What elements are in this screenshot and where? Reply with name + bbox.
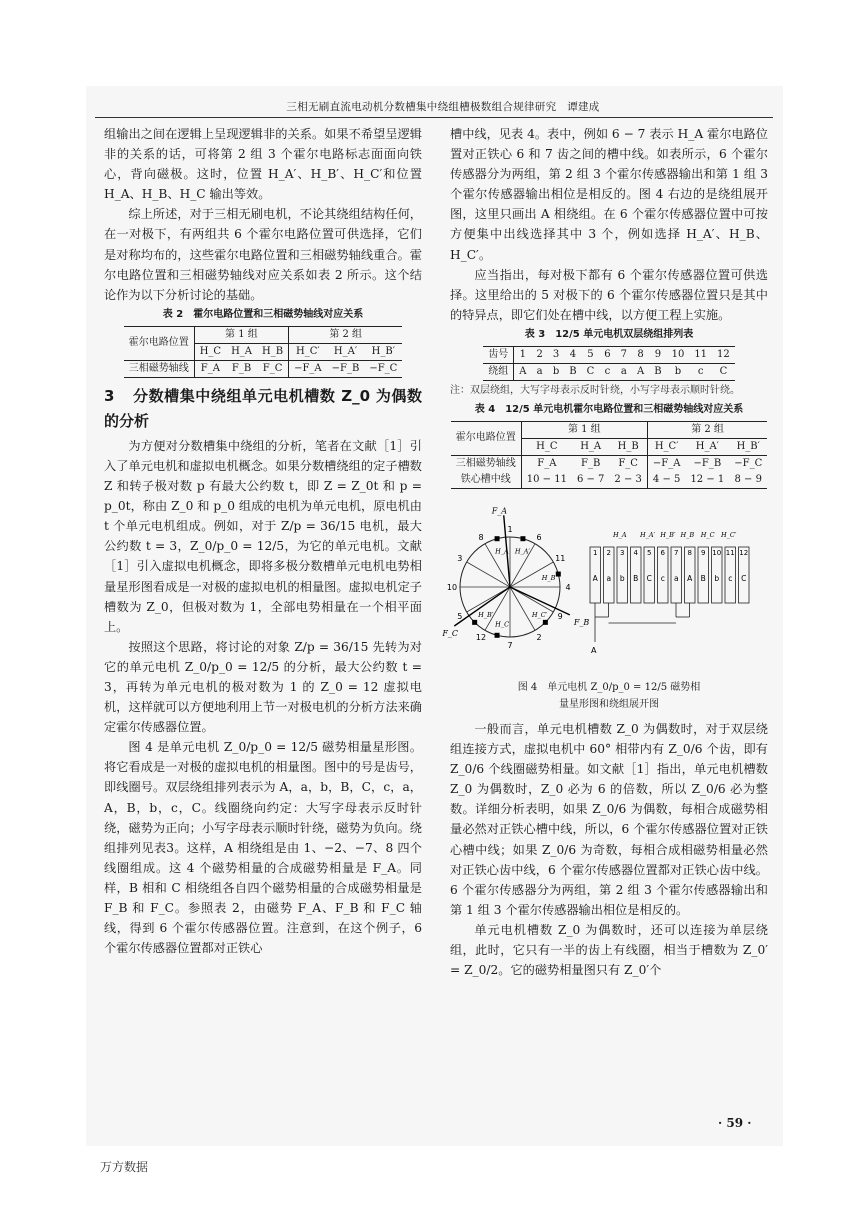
figure-caption-line: 量星形图和绕组展开图 — [559, 698, 659, 710]
coil-cell: a — [531, 363, 547, 380]
table-cell: F_C — [257, 360, 289, 377]
terminal-label: A — [591, 645, 597, 655]
tooth-label: 10 — [712, 548, 722, 557]
table-cell: H_C′ — [296, 345, 320, 357]
vector-label: F_A — [491, 506, 508, 516]
tooth-label: 3 — [457, 553, 463, 563]
table-4 — [451, 421, 767, 489]
row-label: 三相磁势轴线 — [124, 360, 195, 377]
table-cell: H_A — [580, 440, 602, 452]
table-cell: H_C′ — [654, 440, 679, 452]
table-caption: 表 4 12/5 单元电机霍尔电路位置和三相磁势轴线对应关系 — [474, 403, 744, 415]
table-cell: H_C — [536, 440, 558, 452]
tooth-label: 4 — [633, 548, 638, 557]
table-cell: −F_A — [289, 360, 327, 377]
hall-label: H_C — [700, 530, 715, 539]
table-cell: H_B — [257, 343, 289, 360]
table-cell: −F_A — [647, 455, 685, 472]
tooth-label: 11 — [725, 548, 735, 557]
table-cell: −F_C — [729, 455, 767, 472]
vector-label: F_C — [442, 628, 458, 638]
section-heading — [104, 384, 422, 434]
paragraph: 为方便对分数槽集中绕组的分析，笔者在文献［1］引入了单元电机和虚拟电机概念。如果分数槽绕组的定子槽数 Z 和转子极对数 p 有最大公约数 t，即 Z = Z_0t 和 p = p_0t，称由 Z_0 和 p_0 组成的电机为单元电机，原电机由 t 个单元电机组成。例如，对于 Z/p = 36/15 电机，最大公约数 t = 3，Z_0/p_0 = 12/5，为它的单元电机。文献［1］引入虚拟电机概念，即将多极分数槽单元电机电势相量星形图看成是一对极的虚拟电机的相量图。虚拟电机定子槽数为 Z_0，但极对数为 1，全部电势相量在一个相平面上。 — [104, 438, 422, 634]
tooth-label: 7 — [507, 640, 513, 650]
table-cell: H_C — [199, 345, 222, 357]
header-rule — [95, 117, 773, 118]
table-cell: 6 − 7 — [572, 472, 609, 489]
table-2 — [124, 326, 403, 378]
figure-4-drawing — [442, 495, 768, 677]
row-label: 齿号 — [483, 346, 514, 363]
table-cell: 12 − 1 — [685, 472, 729, 489]
group-header: 第 2 组 — [289, 326, 403, 343]
tooth-number-cell: 6 — [599, 346, 615, 363]
section-number: 3 — [104, 386, 115, 405]
hall-label: H_C′ — [721, 530, 737, 539]
left-column — [104, 124, 422, 958]
tooth-label: 6 — [660, 548, 665, 557]
tooth-label: 4 — [565, 582, 571, 592]
row-label: 铁心槽中线 — [451, 472, 522, 489]
tooth-number-cell: 11 — [689, 346, 712, 363]
coil-cell: c — [689, 363, 712, 380]
row-label: 三相磁势轴线 — [451, 455, 522, 472]
table-cell: F_C — [609, 455, 647, 472]
tooth-number-cell: 7 — [616, 346, 632, 363]
tooth-number-cell: 5 — [582, 346, 600, 363]
coil-label: B — [633, 573, 639, 583]
paragraph: 应当指出，每对极下都有 6 个霍尔传感器位置可供选择。这里给出的 5 对极下的 6 个霍尔传感器位置只是其中的特异点，即它们处在槽中线，以方便工程上实施。 — [450, 267, 768, 322]
hall-sensor-marker — [520, 536, 525, 541]
table-cell: F_B — [572, 455, 609, 472]
tooth-label: 1 — [593, 548, 598, 557]
table-cell: F_A — [521, 455, 572, 472]
table-cell: H_A′ — [695, 440, 719, 452]
hall-label: H_A′ — [640, 530, 656, 539]
tooth-label: 1 — [507, 524, 513, 534]
table-note: 注：双层绕组，大写字母表示反时针绕，小写字母表示顺时针绕。 — [450, 384, 740, 396]
table-cell: −F_B — [327, 360, 365, 377]
table-3 — [483, 346, 735, 381]
row-label: 霍尔电路位置 — [124, 326, 195, 360]
figure-caption-line: 图 4 单元电机 Z_0/p_0 = 12/5 磁势相 — [517, 681, 701, 693]
vector-label: F_B — [573, 617, 590, 627]
table-caption: 表 3 12/5 单元电机双层绕组排列表 — [524, 328, 694, 340]
coil-cell: C — [712, 363, 735, 380]
table-cell: 10 − 11 — [521, 472, 572, 489]
coil-cell: b — [548, 363, 564, 380]
table-cell: H_B — [609, 438, 647, 455]
hall-sensor-marker — [472, 620, 477, 625]
tooth-label: 9 — [557, 611, 563, 621]
coil-label: A — [687, 573, 693, 583]
coil-cell: b — [667, 363, 690, 380]
row-label: 绕组 — [483, 363, 514, 380]
tooth-label: 5 — [647, 548, 652, 557]
paragraph: 综上所述，对于三相无刷电机，不论其绕组结构任何，在一对极下，有两组共 6 个霍尔电路位置可供选择，它们是对称均布的，这些霍尔电路位置和三相磁势轴线重合。霍尔电路位置和三相磁势轴线对应关系如表 2 所示。这个结论作为以下分析讨论的基础。 — [104, 207, 422, 302]
tooth-number-cell: 10 — [667, 346, 690, 363]
tooth-number-cell: 8 — [632, 346, 649, 363]
table-cell: −F_B — [685, 455, 729, 472]
coil-cell: A — [514, 363, 532, 380]
coil-cell: B — [649, 363, 666, 380]
coil-cell: B — [564, 363, 581, 380]
tooth-number-cell: 3 — [548, 346, 564, 363]
tooth-label: 6 — [536, 532, 542, 542]
coil-label: b — [714, 573, 720, 583]
table-cell: H_A′ — [333, 345, 358, 357]
tooth-label: 8 — [478, 532, 484, 542]
paragraph: 图 4 是单元电机 Z_0/p_0 = 12/5 磁势相量星形图。将它看成是一对极的虚拟电机的相量图。图中的号是齿号，即线圈号。双层绕组排列表示为 A，a，b，B，C，c，a，A，B，b，c，C。线圈绕向约定：大写字母表示反时针绕，磁势为正向；小写字母表示顺时针绕，磁势为负向。绕组排列见表3。这样，A 相绕组是由 1、−2、−7、8 四个线圈组成。这 4 个磁势相量的合成磁势相量是 F_A。同样，B 相和 C 相绕组各自四个磁势相量的合成磁势相量是 F_B 和 F_C。参照表 2，由磁势 F_A、F_B 和 F_C 轴线，得到 6 个霍尔传感器位置。注意到，在这个例子，6 个霍尔传感器位置都对正铁心 — [104, 740, 422, 956]
hall-label: H_A — [495, 547, 509, 556]
tooth-label: 7 — [674, 548, 679, 557]
tooth-label: 2 — [606, 548, 611, 557]
paragraph: 槽中线，见表 4。表中，例如 6 − 7 表示 H_A 霍尔电路位置对正铁心 6 和 7 齿之间的槽中线。如表所示，6 个霍尔传感器分为两组，第 2 组 3 个霍尔传感器输出和第 1 组 3 个霍尔传感器输出相位是相反的。图 4 右边的是绕组展开图，这里只画出 A 相绕组。在 6 个霍尔传感器位置中可按方便集中出线选择其中 3 个，例如选择 H_A′、H_B、H_C′。 — [450, 127, 768, 262]
page-number: · 59 · — [718, 1116, 752, 1130]
coil-label: A — [592, 573, 598, 583]
table-cell: F_A — [194, 360, 226, 377]
tooth-number-cell: 9 — [649, 346, 666, 363]
tooth-number-cell: 1 — [514, 346, 532, 363]
hall-sensor-marker — [495, 536, 500, 541]
hall-label: H_C — [495, 620, 510, 629]
phasor-spoke — [467, 562, 510, 587]
paragraph: 一般而言，单元电机槽数 Z_0 为偶数时，对于双层绕组连接方式，虚拟电机中 60° 相带内有 Z_0/6 个齿，即有 Z_0/6 个线圈磁势相量。如文献［1］指出，单元电机槽数 Z_0 为偶数时，Z_0 必为 6 的倍数，所以 Z_0/6 必为整数。详细分析表明，如果 Z_0/6 为偶数，每相合成磁势相量必然对正铁心槽中线，所以，6 个霍尔传感器位置对正铁心槽中线；如果 Z_0/6 为奇数，每相合成相磁势相量必然对正铁心齿中线，6 个霍尔传感器位置都对正铁心齿中线。6 个霍尔传感器分为两组，第 2 组 3 个霍尔传感器输出和第 1 组 3 个霍尔传感器输出相位是相反的。 — [450, 721, 768, 917]
table-caption: 表 2 霍尔电路位置和三相磁势轴线对应关系 — [162, 308, 364, 320]
hall-label: H_A′ — [514, 547, 530, 556]
table-cell: 2 − 3 — [609, 472, 647, 489]
paragraph: 按照这个思路，将讨论的对象 Z/p = 36/15 先转为对它的单元电机 Z_0/p_0 = 12/5 的分析，最大公约数 t = 3，再转为单元电机的极对数为 1 的 Z_0 = 12 虚拟电机，这样就可以方便地利用上节一对极电机的分析方法来确定霍尔传感器位置。 — [104, 639, 422, 735]
coil-cell: c — [599, 363, 615, 380]
table-cell: 8 − 9 — [729, 472, 767, 489]
tooth-label: 5 — [457, 611, 463, 621]
table-cell: H_A — [231, 345, 253, 357]
hall-sensor-marker — [543, 620, 548, 625]
coil-label: B — [700, 573, 706, 583]
coil-cell: A — [632, 363, 649, 380]
coil-label: a — [606, 573, 612, 583]
coil-cell: C — [582, 363, 600, 380]
coil-label: C — [646, 573, 652, 583]
tooth-label: 9 — [701, 548, 706, 557]
table-cell: −F_C — [364, 360, 402, 377]
hall-label: H_C′ — [531, 610, 548, 619]
coil-label: c — [660, 573, 665, 583]
tooth-number-cell: 12 — [712, 346, 735, 363]
tooth-label: 12 — [475, 633, 487, 643]
hall-label: H_B — [541, 574, 556, 583]
group-header: 第 1 组 — [194, 326, 288, 343]
hall-label: H_B — [680, 530, 695, 539]
tooth-number-cell: 2 — [531, 346, 547, 363]
footer-watermark: 万方数据 — [100, 1160, 149, 1174]
hall-sensor-marker — [556, 571, 561, 576]
right-column — [442, 124, 768, 980]
running-header: 三相无刷直流电动机分数槽集中绕组槽极数组合规律研究 谭建成 — [286, 101, 600, 113]
coil-cell: a — [616, 363, 632, 380]
tooth-number-cell: 4 — [564, 346, 581, 363]
table-cell: F_B — [226, 360, 257, 377]
paragraph: 组输出之间在逻辑上呈现逻辑非的关系。如果不希望呈逻辑非的关系的话，可将第 2 组 3 个霍尔电路标志面面向铁心，背向磁极。这时，位置 H_A′、H_B′、H_C′和位置 H_A、H_B、H_C 输出等效。 — [104, 127, 422, 202]
table-cell: H_B′ — [371, 345, 395, 357]
hall-label: H_B′ — [660, 530, 676, 539]
row-label: 霍尔电路位置 — [451, 421, 522, 455]
figure-4 — [442, 495, 768, 677]
group-header: 第 1 组 — [521, 421, 647, 438]
tooth-label: 10 — [446, 582, 458, 592]
coil-label: b — [619, 573, 625, 583]
hall-label: H_A — [613, 530, 627, 539]
tooth-label: 3 — [620, 548, 625, 557]
group-header: 第 2 组 — [647, 421, 767, 438]
table-cell: H_B′ — [736, 440, 760, 452]
table-cell: 4 − 5 — [647, 472, 685, 489]
coil-label: a — [673, 573, 679, 583]
tooth-label: 12 — [739, 548, 749, 557]
coil-label: c — [728, 573, 733, 583]
hall-label: H_B′ — [478, 610, 494, 619]
hall-sensor-marker — [495, 633, 500, 638]
coil-label: C — [741, 573, 747, 583]
tooth-label: 8 — [687, 548, 692, 557]
section-title: 分数槽集中绕组单元电机槽数 Z_0 为偶数的分析 — [104, 386, 422, 430]
figure-caption — [450, 679, 768, 713]
tooth-label: 11 — [555, 553, 566, 563]
paragraph: 单元电机槽数 Z_0 为偶数时，还可以连接为单层绕组，此时，它只有一半的齿上有线圈，相当于槽数为 Z_0′ = Z_0/2。它的磁势相量图只有 Z_0′个 — [450, 922, 768, 978]
tooth-label: 2 — [536, 633, 542, 643]
